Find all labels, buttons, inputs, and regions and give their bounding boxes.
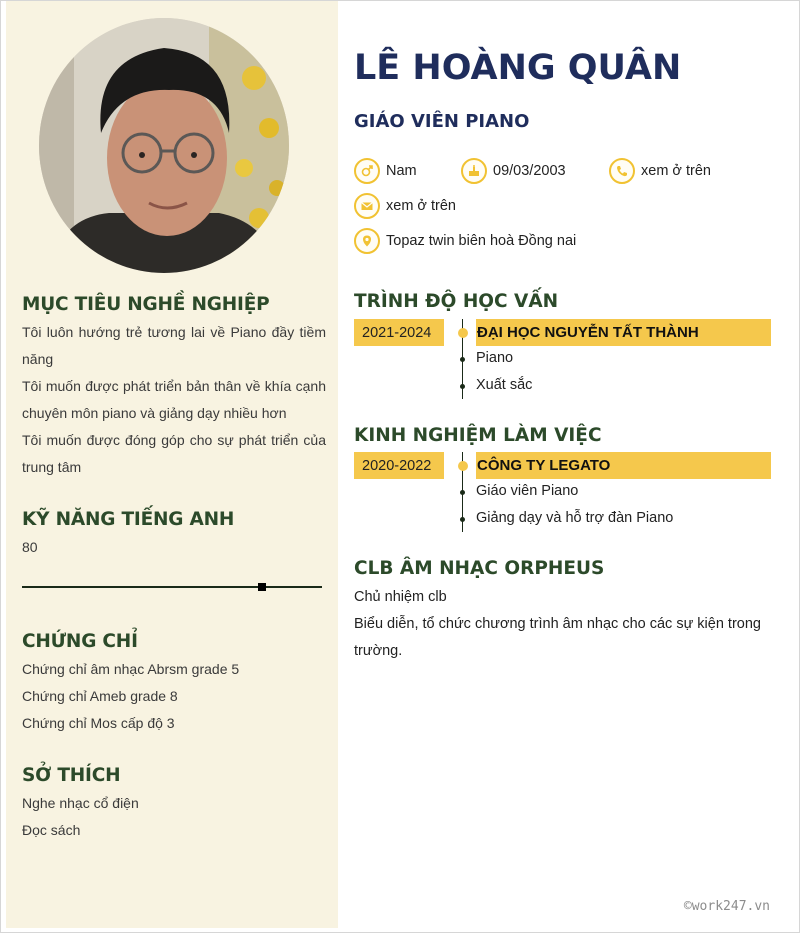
club-text <box>354 584 779 665</box>
certificate-item: Chứng chỉ Mos cấp độ 3 <box>22 715 175 731</box>
timeline-bullet <box>460 357 465 362</box>
club-line: Chủ nhiệm clb <box>354 589 447 605</box>
address-info <box>354 228 576 254</box>
certificate-item: Chứng chỉ âm nhạc Abrsm grade 5 <box>22 661 240 677</box>
objective-title: MỤC TIÊU NGHỀ NGHIỆP <box>22 294 270 315</box>
education-detail: Piano <box>476 350 514 366</box>
gender-icon <box>354 158 380 184</box>
timeline-bullet <box>460 490 465 495</box>
phone-info <box>609 158 711 184</box>
objective-text <box>22 319 326 481</box>
sidebar <box>6 1 338 928</box>
education-title: TRÌNH ĐỘ HỌC VẤN <box>354 291 559 312</box>
english-level-bar <box>22 586 322 588</box>
job-title: GIÁO VIÊN PIANO <box>354 111 530 132</box>
person-name: LÊ HOÀNG QUÂN <box>354 48 682 88</box>
certificate-item: Chứng chỉ Ameb grade 8 <box>22 688 178 704</box>
hobbies-section <box>22 765 326 844</box>
phone-value: xem ở trên <box>641 163 711 179</box>
objective-line: Tôi muốn được đóng góp cho sự phát triển của trung tâm <box>22 432 326 475</box>
mail-icon <box>354 193 380 219</box>
experience-detail: Giảng dạy và hỗ trợ đàn Piano <box>476 510 674 526</box>
hobbies-title: SỞ THÍCH <box>22 765 121 786</box>
avatar <box>39 18 289 273</box>
email-info <box>354 193 456 219</box>
experience-title: KINH NGHIỆM LÀM VIỆC <box>354 425 602 446</box>
education-school: ĐẠI HỌC NGUYỄN TẤT THÀNH <box>476 319 771 346</box>
birthday-value: 09/03/2003 <box>493 163 566 179</box>
experience-company: CÔNG TY LEGATO <box>476 452 771 479</box>
experience-detail: Giáo viên Piano <box>476 483 579 499</box>
email-value: xem ở trên <box>386 198 456 214</box>
phone-icon <box>609 158 635 184</box>
avatar-photo <box>39 18 289 273</box>
timeline-dot <box>458 328 468 338</box>
objective-line: Tôi muốn được phát triển bản thân về khía cạnh chuyên môn piano và giảng dạy nhiều hơn <box>22 378 326 421</box>
education-detail: Xuất sắc <box>476 377 533 393</box>
objective-line: Tôi luôn hướng trẻ tương lai về Piano đầy tiềm năng <box>22 324 326 367</box>
main-content <box>338 1 796 928</box>
cake-icon <box>461 158 487 184</box>
education-period: 2021-2024 <box>354 319 444 346</box>
objective-section <box>22 294 326 481</box>
gender-info <box>354 158 417 184</box>
english-title: KỸ NĂNG TIẾNG ANH <box>22 509 235 530</box>
hobby-item: Đọc sách <box>22 822 81 838</box>
timeline-bullet <box>460 517 465 522</box>
certificates-title: CHỨNG CHỈ <box>22 631 138 652</box>
map-pin-icon <box>354 228 380 254</box>
gender-value: Nam <box>386 163 417 179</box>
english-section <box>22 509 326 599</box>
english-score: 80 <box>22 539 38 555</box>
timeline-bullet <box>460 384 465 389</box>
timeline-dot <box>458 461 468 471</box>
birthday-info <box>461 158 566 184</box>
certificates-section <box>22 631 326 737</box>
address-value: Topaz twin biên hoà Đồng nai <box>386 233 577 249</box>
club-title: CLB ÂM NHẠC ORPHEUS <box>354 558 605 579</box>
club-line: Biểu diễn, tổ chức chương trình âm nhạc cho các sự kiện trong trường. <box>354 616 761 659</box>
english-level-knob <box>258 583 266 591</box>
watermark: ©work247.vn <box>683 899 770 914</box>
hobby-item: Nghe nhạc cổ điện <box>22 795 139 811</box>
experience-period: 2020-2022 <box>354 452 444 479</box>
